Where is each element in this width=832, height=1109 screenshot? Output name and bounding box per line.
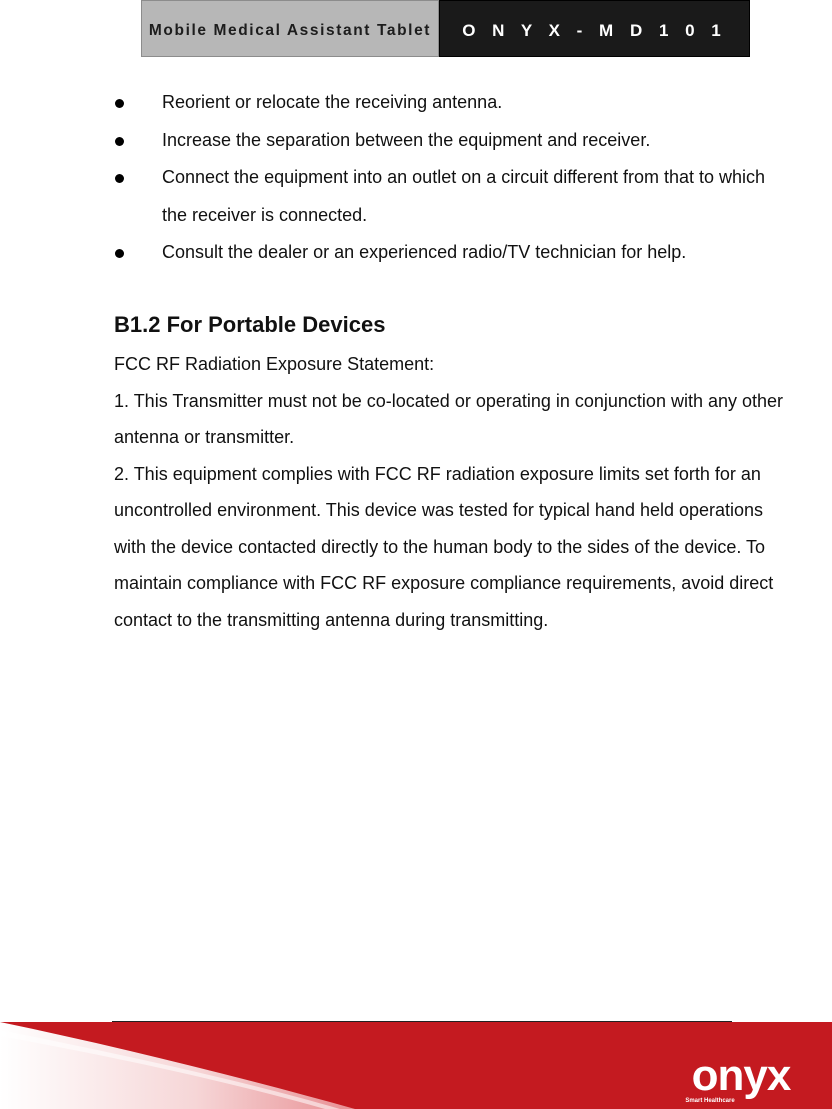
section-heading: B1.2 For Portable Devices [114,312,386,337]
logo-tagline: Smart Healthcare [685,1098,735,1104]
statement-item-2: 2. This equipment complies with FCC RF radiation exposure limits set forth for an uncontrolled environment. This device was tested for typical hand held operations with the device contacted directly to the human body to the sides of the device. To maintain compliance with FCC RF exposure compliance requirements, avoid direct contact to the transmitting antenna during transmitting. [114,463,774,630]
bullet-list [0,84,832,272]
bullet-item [0,159,832,234]
bullet-text: Reorient or relocate the receiving antenna. [162,92,503,112]
bullet-text: Consult the dealer or an experienced radio/TV technician for help. [162,242,687,262]
bullet-item [0,122,832,160]
bullet-dot-icon [115,137,124,146]
bullet-text: Connect the equipment into an outlet on a circuit different from that to which the receiver is connected. [162,167,766,225]
logo-wordmark: onyx [691,1052,791,1100]
header-model [439,0,750,57]
bullet-text: Increase the separation between the equipment and receiver. [162,129,651,150]
bullet-dot-icon [115,249,124,258]
product-name-text: Mobile Medical Assistant Tablet [148,22,432,39]
model-text: O N Y X - M D 1 0 1 [462,20,727,40]
statement-title: FCC RF Radiation Exposure Statement: [114,354,435,374]
statement-item-1: 1. This Transmitter must not be co-located or operating in conjunction with any other antenna or transmitter. [114,390,784,447]
header-product-name [141,0,439,57]
onyx-logo [672,1052,810,1104]
bullet-dot-icon [115,99,124,108]
bullet-item [0,234,832,272]
bullet-item [0,84,832,122]
section-body [114,346,794,638]
bullet-dot-icon [115,174,124,183]
